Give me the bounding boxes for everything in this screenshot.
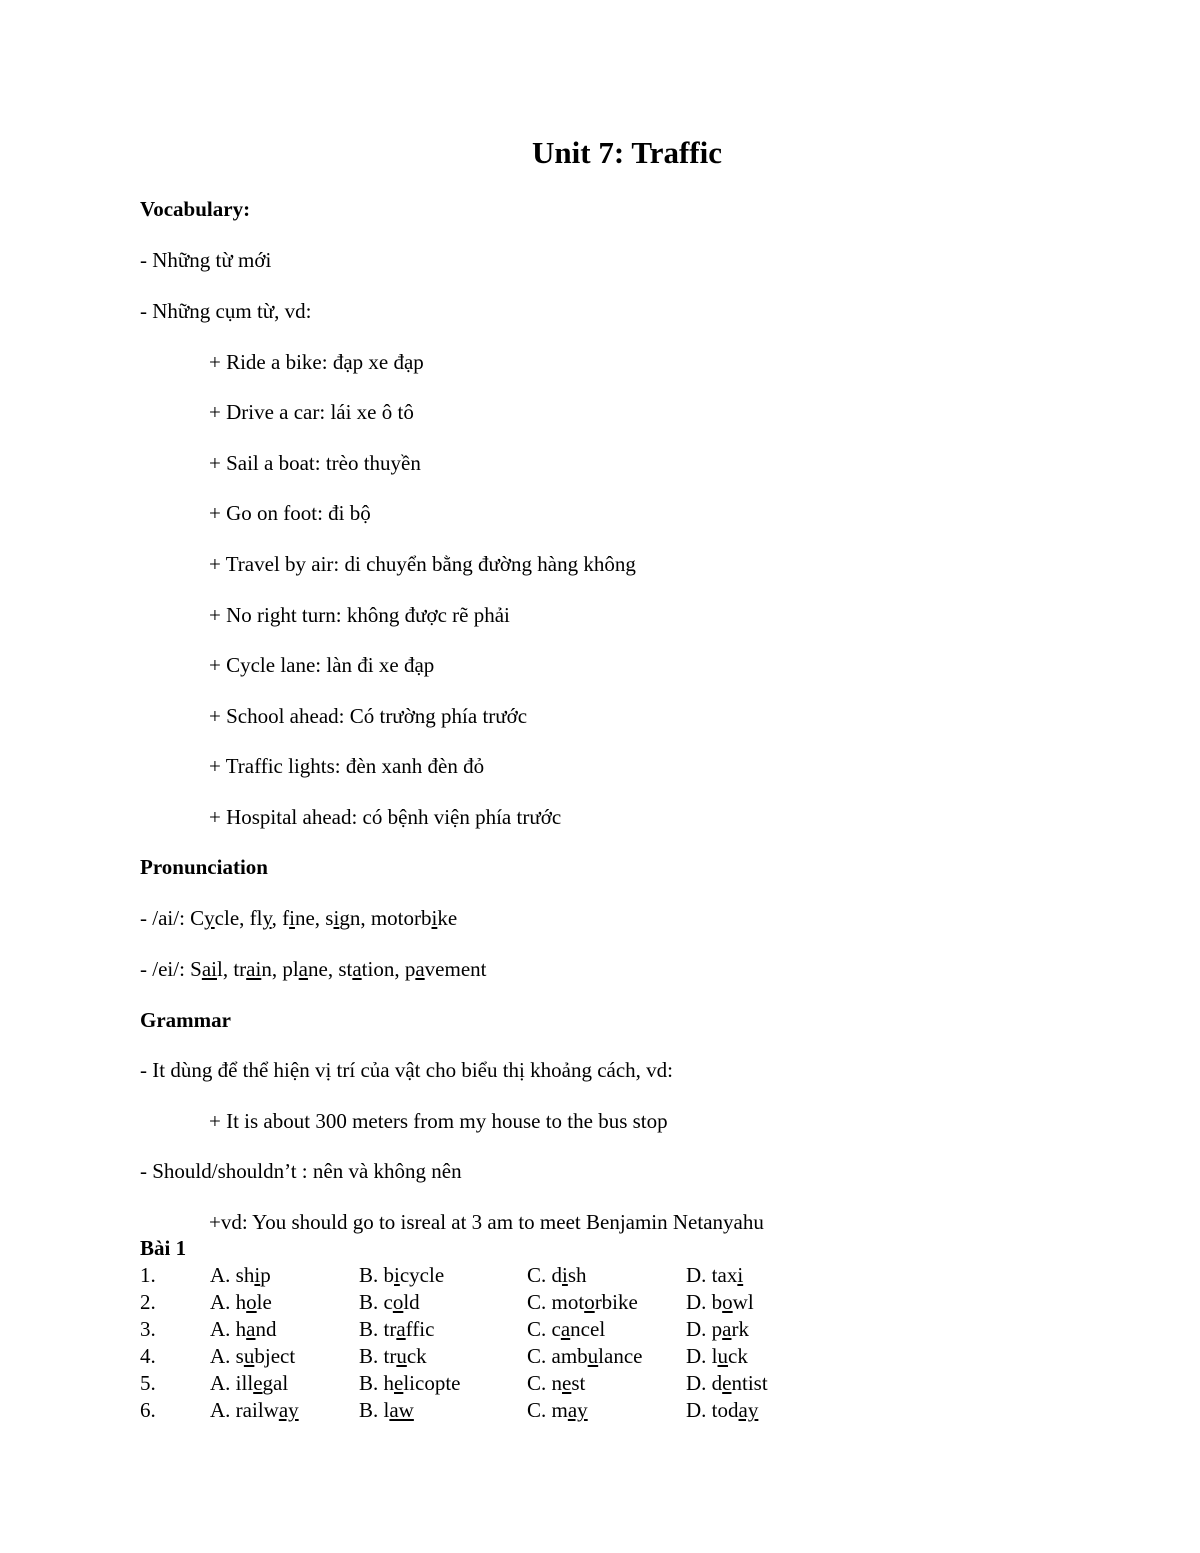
answer-option: A. railway [210, 1398, 299, 1422]
grammar-line: - It dùng để thể hiện vị trí của vật cho biểu thị khoảng cách, vd: [140, 1058, 674, 1082]
vocabulary-heading: Vocabulary: [140, 197, 251, 221]
option-word: park [711, 1317, 749, 1341]
phrase-item: + Travel by air: di chuyển bằng đường hàng không [209, 552, 636, 576]
option-word: cancel [551, 1317, 606, 1341]
answer-option: C. dish [527, 1263, 587, 1287]
answer-option: C. cancel [527, 1317, 606, 1341]
answer-option: A. illegal [210, 1371, 289, 1395]
grammar-example: + It is about 300 meters from my house to the bus stop [209, 1109, 668, 1133]
answer-option: D. bowl [686, 1290, 754, 1314]
option-word: luck [711, 1344, 748, 1368]
answer-option: C. motorbike [527, 1290, 638, 1314]
option-word: today [711, 1398, 759, 1422]
phrase-item: + Hospital ahead: có bệnh viện phía trước [209, 805, 562, 829]
answer-option: B. cold [359, 1290, 420, 1314]
answer-option: B. law [359, 1398, 414, 1422]
pronunciation-ai-line: - /ai/: Cycle, fly, fine, sign, motorbike [140, 906, 458, 930]
vocabulary-line-new-words: - Những từ mới [140, 248, 272, 272]
phrase-item: + Go on foot: đi bộ [209, 501, 371, 525]
question-number: 2. [140, 1290, 156, 1314]
question-number: 1. [140, 1263, 156, 1287]
answer-option: A. subject [210, 1344, 296, 1368]
answer-option: C. may [527, 1398, 588, 1422]
option-word: railway [235, 1398, 299, 1422]
phrase-item: + No right turn: không được rẽ phải [209, 603, 510, 627]
answer-option: C. ambulance [527, 1344, 643, 1368]
option-word: nest [551, 1371, 586, 1395]
option-word: bicycle [383, 1263, 445, 1287]
option-word: dish [551, 1263, 587, 1287]
option-word: may [551, 1398, 588, 1422]
answer-option: D. dentist [686, 1371, 768, 1395]
phrase-item: + Cycle lane: làn đi xe đạp [209, 653, 435, 677]
grammar-line: - Should/shouldn’t : nên và không nên [140, 1159, 462, 1183]
pronunciation-word: motorbike [370, 906, 458, 930]
pronunciation-word: sign [325, 906, 361, 930]
answer-option: C. nest [527, 1371, 586, 1395]
question-number: 5. [140, 1371, 156, 1395]
option-word: helicopte [383, 1371, 461, 1395]
option-word: taxi [711, 1263, 744, 1287]
pronunciation-word: fine [282, 906, 315, 930]
option-word: ambulance [551, 1344, 643, 1368]
pronunciation-word: Sail [190, 957, 223, 981]
pronunciation-word: station [338, 957, 395, 981]
option-word: illegal [235, 1371, 289, 1395]
option-word: subject [235, 1344, 296, 1368]
option-word: truck [383, 1344, 427, 1368]
option-word: motorbike [551, 1290, 638, 1314]
pronunciation-word: plane [282, 957, 328, 981]
answer-option: A. hand [210, 1317, 277, 1341]
pronunciation-word: fly [249, 906, 272, 930]
answer-option: D. taxi [686, 1263, 744, 1287]
question-number: 3. [140, 1317, 156, 1341]
phrase-item: + Drive a car: lái xe ô tô [209, 400, 414, 424]
pronunciation-word: train [233, 957, 272, 981]
pronunciation-word: Cycle [190, 906, 240, 930]
question-number: 4. [140, 1344, 156, 1368]
option-word: traffic [383, 1317, 435, 1341]
answer-option: D. luck [686, 1344, 748, 1368]
answer-option: A. ship [210, 1263, 271, 1287]
grammar-heading: Grammar [140, 1008, 231, 1032]
option-word: dentist [711, 1371, 768, 1395]
answer-option: B. helicopte [359, 1371, 461, 1395]
phrase-item: + Sail a boat: trèo thuyền [209, 451, 421, 475]
answer-option: B. traffic [359, 1317, 435, 1341]
grammar-example: +vd: You should go to isreal at 3 am to meet Benjamin Netanyahu [209, 1210, 764, 1234]
option-word: ship [235, 1263, 271, 1287]
answer-option: B. truck [359, 1344, 427, 1368]
answer-option: D. park [686, 1317, 749, 1341]
phrase-item: + Ride a bike: đạp xe đạp [209, 350, 424, 374]
phrase-item: + Traffic lights: đèn xanh đèn đỏ [209, 754, 485, 778]
option-word: law [383, 1398, 414, 1422]
exercise-heading: Bài 1 [140, 1236, 187, 1260]
option-word: hand [235, 1317, 277, 1341]
pronunciation-heading: Pronunciation [140, 855, 268, 879]
option-word: hole [235, 1290, 272, 1314]
answer-option: A. hole [210, 1290, 272, 1314]
pronunciation-ei-line: - /ei/: Sail, train, plane, station, pavement [140, 957, 487, 981]
vocabulary-line-phrases: - Những cụm từ, vd: [140, 299, 312, 323]
option-word: cold [383, 1290, 420, 1314]
question-number: 6. [140, 1398, 156, 1422]
answer-option: D. today [686, 1398, 759, 1422]
pronunciation-word: pavement [404, 957, 487, 981]
answer-option: B. bicycle [359, 1263, 445, 1287]
phrase-item: + School ahead: Có trường phía trước [209, 704, 528, 728]
page-title: Unit 7: Traffic [532, 135, 722, 170]
option-word: bowl [711, 1290, 754, 1314]
